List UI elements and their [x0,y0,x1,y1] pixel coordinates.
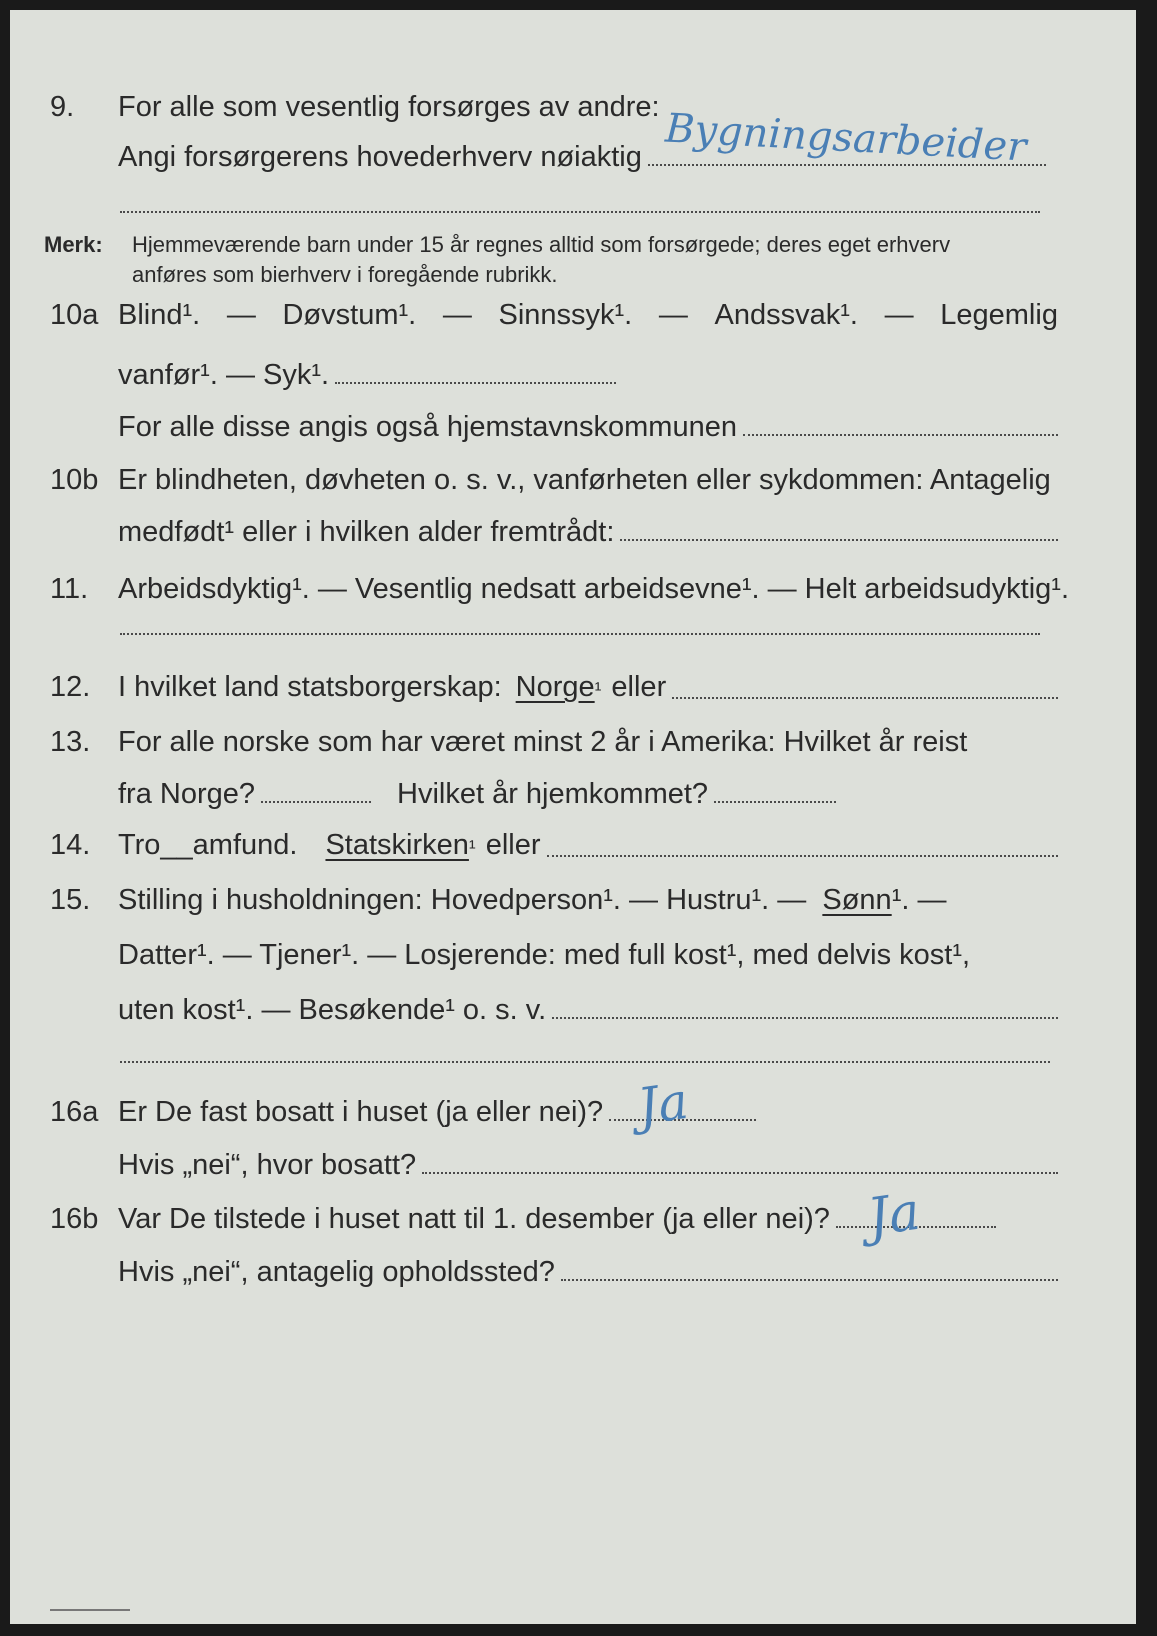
option-legemlig[interactable]: Legemlig [940,299,1058,331]
answer-line[interactable] [620,538,1058,541]
question-text: For alle disse angis også hjemstavnskommunen [118,411,737,443]
option-blind[interactable]: Blind¹. [118,299,201,331]
handwritten-answer: Bygningsarbeider [664,105,1028,171]
option-andssvak[interactable]: Andssvak¹. [714,299,858,331]
selected-option-sonn[interactable]: Sønn [822,884,892,916]
question-text: Er De fast bosatt i huset (ja eller nei)? [118,1096,604,1128]
note-text: Hjemmeværende barn under 15 år regnes alltid som forsørgede; deres eget erhverv [132,232,951,257]
handwritten-answer: Ja [864,1181,924,1249]
option-sinnssyk[interactable]: Sinnssyk¹. [498,299,633,331]
note-text: anføres som bierhverv i foregående rubrikk. [132,262,558,287]
question-number: 10b [50,464,99,496]
dash: — [658,299,688,331]
question-number: 16b [50,1203,99,1235]
question-text: eller [611,671,667,703]
answer-line[interactable] [422,1171,1058,1174]
question-text: Var De tilstede i huset natt til 1. desember (ja eller nei)? [118,1203,830,1235]
question-text: Tro__amfund. [118,829,298,861]
question-text: Hvilket år hjemkommet? [397,778,709,810]
answer-line[interactable] [561,1278,1058,1281]
dash: — [884,299,914,331]
question-text: vanfør¹. — Syk¹. [118,359,330,391]
note-label: Merk: [44,232,103,257]
question-number: 9. [50,91,75,123]
question-text: Angi forsørgerens hovederhverv nøiaktig [118,141,642,173]
handwritten-answer: Ja [634,1071,692,1137]
selected-option-statskirken[interactable]: Statskirken [325,829,469,861]
question-text: ¹. — [891,884,947,916]
question-text: medfødt¹ eller i hvilken alder fremtrådt: [118,516,615,548]
question-number: 10a [50,299,99,331]
answer-line[interactable] [335,381,616,384]
page-edge-mark [50,1608,130,1611]
question-text: For alle som vesentlig forsørges av andre: [118,91,660,123]
dash: — [226,299,256,331]
census-form-page [10,10,1136,1624]
question-number: 16a [50,1096,99,1128]
footnote-mark: ¹ [594,679,602,701]
dash: — [442,299,472,331]
question-number: 13. [50,726,91,758]
question-number: 12. [50,671,91,703]
question-text: Hvis „nei“, antagelig opholdssted? [118,1256,555,1288]
answer-line[interactable] [261,800,371,803]
answer-line[interactable] [743,433,1058,436]
footnote-mark: ¹ [468,837,476,859]
question-text: Er blindheten, døvheten o. s. v., vanførheten eller sykdommen: Antagelig [118,464,1051,496]
question-text: uten kost¹. — Besøkende¹ o. s. v. [118,994,547,1026]
question-text: fra Norge? [118,778,256,810]
question-text: For alle norske som har været minst 2 år i Amerika: Hvilket år reist [118,726,968,758]
selected-option-norge[interactable]: Norge [515,671,595,703]
question-number: 14. [50,829,91,861]
answer-line[interactable] [672,696,1058,699]
answer-line[interactable] [547,854,1059,857]
question-number: 15. [50,884,91,916]
answer-line[interactable] [120,210,1040,213]
question-text: eller [485,829,541,861]
question-text: Hvis „nei“, hvor bosatt? [118,1149,417,1181]
answer-line[interactable] [714,800,836,803]
question-text: I hvilket land statsborgerskap: [118,671,502,703]
answer-line[interactable] [120,632,1040,635]
question-text: Stilling i husholdningen: Hovedperson¹. — Hustru¹. — [118,884,807,916]
option-dovstum[interactable]: Døvstum¹. [282,299,417,331]
answer-line[interactable] [552,1016,1058,1019]
question-number: 11. [50,573,89,605]
answer-line[interactable] [120,1060,1050,1063]
question-text: Datter¹. — Tjener¹. — Losjerende: med full kost¹, med delvis kost¹, [118,939,971,971]
question-text: Arbeidsdyktig¹. — Vesentlig nedsatt arbeidsevne¹. — Helt arbeidsudyktig¹. [118,573,1070,605]
